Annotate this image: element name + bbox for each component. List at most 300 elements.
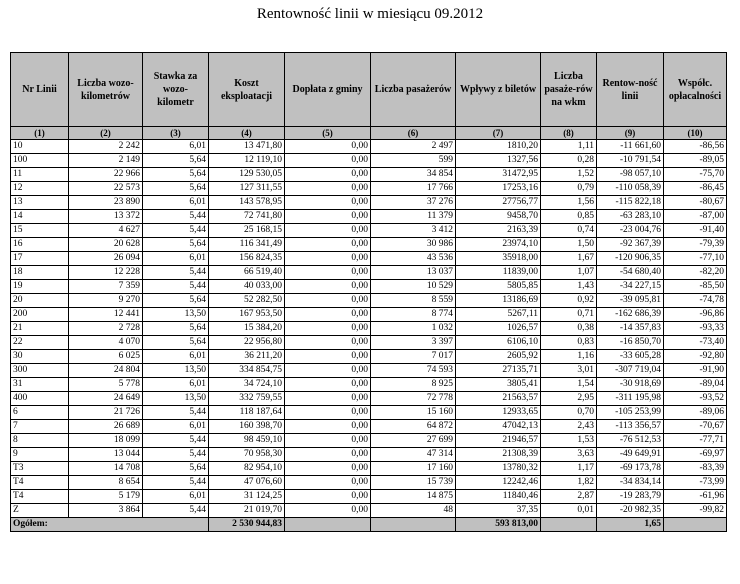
table-cell: 10 529 [371,280,456,294]
table-cell: 1810,20 [456,140,541,154]
table-cell: 14 [11,210,69,224]
table-cell: -113 356,57 [597,420,664,434]
column-header: Koszt eksploatacji [209,53,285,127]
table-cell: 5 179 [69,490,143,504]
table-cell: 11839,00 [456,266,541,280]
table-cell: 36 211,20 [209,350,285,364]
table-cell: 47 314 [371,448,456,462]
table-cell: 1 032 [371,322,456,336]
table-cell: 0,38 [541,322,597,336]
table-cell: 13780,32 [456,462,541,476]
table-row [11,140,727,154]
table-cell: 0,00 [285,434,371,448]
table-cell: -23 004,76 [597,224,664,238]
table-cell: -14 357,83 [597,322,664,336]
table-cell: 5,44 [143,406,209,420]
table-cell: 0,92 [541,294,597,308]
table-cell: -34 834,14 [597,476,664,490]
table-cell: 5,64 [143,238,209,252]
table-cell: 300 [11,364,69,378]
totals-empty [541,518,597,532]
table-cell: 8 774 [371,308,456,322]
table-cell: 3805,41 [456,378,541,392]
table-cell: -77,71 [664,434,727,448]
column-number-row [11,127,727,140]
totals-empty [371,518,456,532]
column-header: Dopłata z gminy [285,53,371,127]
table-cell: -115 822,18 [597,196,664,210]
table-cell: 27 699 [371,434,456,448]
table-cell: 0,00 [285,294,371,308]
table-cell: 11 379 [371,210,456,224]
totals-label: Ogółem: [11,518,209,532]
table-cell: 200 [11,308,69,322]
table-cell: 22 956,80 [209,336,285,350]
table-cell: 9 270 [69,294,143,308]
table-cell: 0,00 [285,420,371,434]
table-cell: 1,17 [541,462,597,476]
table-cell: 5,44 [143,448,209,462]
table-cell: -79,39 [664,238,727,252]
table-cell: Z [11,504,69,518]
table-cell: 6,01 [143,140,209,154]
table-cell: 5,44 [143,210,209,224]
table-row [11,434,727,448]
table-cell: 0,00 [285,322,371,336]
table-cell: 116 341,49 [209,238,285,252]
table-cell: 1,67 [541,252,597,266]
table-cell: 8 925 [371,378,456,392]
table-cell: 13,50 [143,308,209,322]
column-number: (4) [209,127,285,140]
table-cell: 100 [11,154,69,168]
table-cell: 0,00 [285,252,371,266]
page-title: Rentowność linii w miesiącu 09.2012 [256,6,484,22]
table-cell: 3 864 [69,504,143,518]
table-cell: 0,00 [285,168,371,182]
table-cell: 13 037 [371,266,456,280]
table-cell: -73,99 [664,476,727,490]
table-cell: 167 953,50 [209,308,285,322]
table-cell: -69 173,78 [597,462,664,476]
table-cell: 2605,92 [456,350,541,364]
table-cell: 20 628 [69,238,143,252]
table-cell: 6,01 [143,378,209,392]
table-cell: 20 [11,294,69,308]
column-number: (1) [11,127,69,140]
table-cell: -70,67 [664,420,727,434]
table-cell: 72 741,80 [209,210,285,224]
column-number: (10) [664,127,727,140]
column-header: Liczba pasaże-rów na wkm [541,53,597,127]
totals-empty [664,518,727,532]
table-cell: 47042,13 [456,420,541,434]
table-cell: 15 384,20 [209,322,285,336]
table-cell: -63 283,10 [597,210,664,224]
table-cell: 10 [11,140,69,154]
table-cell: 0,28 [541,154,597,168]
table-cell: 40 033,00 [209,280,285,294]
table-cell: 13 471,80 [209,140,285,154]
table-cell: 13,50 [143,364,209,378]
table-row [11,350,727,364]
table-cell: 118 187,64 [209,406,285,420]
column-header: Nr Linii [11,53,69,127]
table-cell: -89,06 [664,406,727,420]
table-cell: 21 726 [69,406,143,420]
table-cell: 13 044 [69,448,143,462]
table-cell: 1,16 [541,350,597,364]
table-cell: 1,53 [541,434,597,448]
table-cell: -11 661,60 [597,140,664,154]
table-cell: 3 412 [371,224,456,238]
table-cell: 5 778 [69,378,143,392]
table-body [11,140,727,518]
table-cell: 47 076,60 [209,476,285,490]
column-header: Współc. opłacalności [664,53,727,127]
table-cell: 15 739 [371,476,456,490]
table-cell: 3,63 [541,448,597,462]
table-cell: 23 890 [69,196,143,210]
table-cell: 0,00 [285,210,371,224]
table-cell: 4 627 [69,224,143,238]
table-row [11,420,727,434]
table-cell: 2 149 [69,154,143,168]
table-cell: -89,05 [664,154,727,168]
table-cell: 0,00 [285,448,371,462]
table-cell: -92 367,39 [597,238,664,252]
table-row [11,336,727,350]
table-cell: 22 966 [69,168,143,182]
table-cell: 6,01 [143,490,209,504]
table-cell: -86,56 [664,140,727,154]
table-cell: 5,64 [143,294,209,308]
table-cell: 0,00 [285,364,371,378]
table-cell: T4 [11,490,69,504]
table-cell: -30 918,69 [597,378,664,392]
table-row [11,210,727,224]
table-cell: -93,33 [664,322,727,336]
table-cell: 332 759,55 [209,392,285,406]
table-cell: 14 708 [69,462,143,476]
table-cell: 0,83 [541,336,597,350]
table-cell: 6 025 [69,350,143,364]
table-cell: 21 [11,322,69,336]
table-row [11,168,727,182]
table-cell: 1,43 [541,280,597,294]
table-cell: -80,67 [664,196,727,210]
table-cell: 14 875 [371,490,456,504]
table-cell: 34 724,10 [209,378,285,392]
table-cell: 0,70 [541,406,597,420]
table-cell: 12 441 [69,308,143,322]
table-cell: 70 958,30 [209,448,285,462]
table-cell: 143 578,95 [209,196,285,210]
table-cell: -89,04 [664,378,727,392]
table-cell: -91,40 [664,224,727,238]
table-cell: 5,44 [143,476,209,490]
table-cell: 0,00 [285,462,371,476]
table-row [11,406,727,420]
table-cell: 0,00 [285,280,371,294]
table-cell: -61,96 [664,490,727,504]
table-cell: 156 824,35 [209,252,285,266]
table-cell: 12 228 [69,266,143,280]
table-cell: 17 766 [371,182,456,196]
table-cell: 21946,57 [456,434,541,448]
table-row [11,224,727,238]
table-cell: 25 168,15 [209,224,285,238]
column-number: (9) [597,127,664,140]
column-header: Rentow-ność linii [597,53,664,127]
table-cell: 18 [11,266,69,280]
table-cell: 8 559 [371,294,456,308]
table-cell: -87,00 [664,210,727,224]
table-cell: 0,00 [285,490,371,504]
totals-row [11,518,727,532]
profitability-table [10,52,727,532]
table-cell: -92,80 [664,350,727,364]
table-cell: 0,00 [285,476,371,490]
table-cell: 5805,85 [456,280,541,294]
table-cell: 27756,77 [456,196,541,210]
table-cell: 0,00 [285,406,371,420]
table-cell: 2 728 [69,322,143,336]
table-cell: 4 070 [69,336,143,350]
table-cell: 5,44 [143,434,209,448]
table-cell: 3 397 [371,336,456,350]
table-cell: 8 [11,434,69,448]
table-cell: 13,50 [143,392,209,406]
table-cell: 22 [11,336,69,350]
table-cell: 334 854,75 [209,364,285,378]
table-cell: 5,44 [143,224,209,238]
table-cell: -83,39 [664,462,727,476]
table-cell: 0,71 [541,308,597,322]
table-row [11,392,727,406]
column-number: (8) [541,127,597,140]
table-cell: 127 311,55 [209,182,285,196]
table-cell: -73,40 [664,336,727,350]
table-cell: 0,00 [285,224,371,238]
table-cell: 12 119,10 [209,154,285,168]
table-cell: 400 [11,392,69,406]
table-cell: -33 605,28 [597,350,664,364]
table-cell: 0,00 [285,308,371,322]
table-cell: 17 160 [371,462,456,476]
table-cell: 0,00 [285,504,371,518]
column-header: Liczba wozo-kilometrów [69,53,143,127]
table-cell: 22 573 [69,182,143,196]
table-cell: 72 778 [371,392,456,406]
table-row [11,462,727,476]
table-cell: -34 227,15 [597,280,664,294]
table-cell: 0,85 [541,210,597,224]
table-cell: 0,00 [285,266,371,280]
table-cell: 64 872 [371,420,456,434]
table-cell: T4 [11,476,69,490]
table-cell: 129 530,05 [209,168,285,182]
table-cell: 12242,46 [456,476,541,490]
table-cell: 15 [11,224,69,238]
table-cell: 0,00 [285,350,371,364]
table-cell: 1,07 [541,266,597,280]
table-cell: 5,64 [143,462,209,476]
table-cell: 5267,11 [456,308,541,322]
table-row [11,294,727,308]
table-cell: 12933,65 [456,406,541,420]
table-cell: 13 372 [69,210,143,224]
table-cell: 0,74 [541,224,597,238]
table-cell: 6,01 [143,252,209,266]
table-cell: -110 058,39 [597,182,664,196]
table-row [11,364,727,378]
table-cell: 21 019,70 [209,504,285,518]
table-cell: 0,00 [285,238,371,252]
table-cell: -93,52 [664,392,727,406]
table-cell: 35918,00 [456,252,541,266]
table-cell: 5,64 [143,168,209,182]
table-cell: -77,10 [664,252,727,266]
table-cell: 0,00 [285,336,371,350]
column-number: (2) [69,127,143,140]
table-cell: 27135,71 [456,364,541,378]
table-cell: 1327,56 [456,154,541,168]
table-cell: 7 017 [371,350,456,364]
table-cell: 98 459,10 [209,434,285,448]
table-cell: 24 649 [69,392,143,406]
table-cell: 74 593 [371,364,456,378]
column-number: (3) [143,127,209,140]
table-cell: -98 057,10 [597,168,664,182]
table-cell: 34 854 [371,168,456,182]
table-cell: 13 [11,196,69,210]
table-cell: -74,78 [664,294,727,308]
column-header: Wpływy z biletów [456,53,541,127]
table-cell: 1,54 [541,378,597,392]
table-cell: -91,90 [664,364,727,378]
table-cell: 2,95 [541,392,597,406]
table-cell: 1,11 [541,140,597,154]
totals-koszt: 2 530 944,83 [209,518,285,532]
table-cell: -76 512,53 [597,434,664,448]
table-cell: -120 906,35 [597,252,664,266]
table-cell: 11 [11,168,69,182]
table-row [11,238,727,252]
table-cell: -39 095,81 [597,294,664,308]
table-cell: 15 160 [371,406,456,420]
table-cell: -20 982,35 [597,504,664,518]
table-cell: 0,00 [285,140,371,154]
table-row [11,280,727,294]
table-cell: 26 094 [69,252,143,266]
table-cell: 160 398,70 [209,420,285,434]
table-cell: 66 519,40 [209,266,285,280]
table-cell: 5,44 [143,266,209,280]
table-cell: 6 [11,406,69,420]
totals-pasazerow-na-wkm: 1,65 [597,518,664,532]
table-cell: 9458,70 [456,210,541,224]
table-cell: 48 [371,504,456,518]
table-cell: 6,01 [143,350,209,364]
column-number: (6) [371,127,456,140]
table-cell: -105 253,99 [597,406,664,420]
table-cell: 17253,16 [456,182,541,196]
column-number: (7) [456,127,541,140]
table-cell: 2163,39 [456,224,541,238]
table-cell: 26 689 [69,420,143,434]
table-cell: T3 [11,462,69,476]
table-cell: 0,79 [541,182,597,196]
table-cell: 6,01 [143,420,209,434]
totals-empty [285,518,371,532]
table-cell: 31 124,25 [209,490,285,504]
table-cell: 2,43 [541,420,597,434]
table-cell: 7 359 [69,280,143,294]
table-cell: 9 [11,448,69,462]
table-cell: -96,86 [664,308,727,322]
table-cell: 8 654 [69,476,143,490]
table-row [11,504,727,518]
table-cell: -85,50 [664,280,727,294]
table-cell: 30 986 [371,238,456,252]
column-header: Stawka za wozo-kilometr [143,53,209,127]
column-header: Liczba pasażerów [371,53,456,127]
table-cell: 17 [11,252,69,266]
table-cell: 37,35 [456,504,541,518]
table-row [11,378,727,392]
table-cell: 2 497 [371,140,456,154]
table-cell: 1,52 [541,168,597,182]
table-cell: -16 850,70 [597,336,664,350]
table-cell: 3,01 [541,364,597,378]
table-cell: 11840,46 [456,490,541,504]
table-row [11,154,727,168]
table-cell: -49 649,91 [597,448,664,462]
table-cell: 31472,95 [456,168,541,182]
header-row [11,53,727,127]
table-cell: 0,00 [285,182,371,196]
table-cell: 5,44 [143,504,209,518]
table-cell: 23974,10 [456,238,541,252]
table-cell: 5,64 [143,336,209,350]
table-row [11,322,727,336]
table-row [11,308,727,322]
table-cell: -307 719,04 [597,364,664,378]
table-cell: 43 536 [371,252,456,266]
table-cell: 5,64 [143,154,209,168]
table-cell: -19 283,79 [597,490,664,504]
table-cell: -82,20 [664,266,727,280]
table-cell: 2,87 [541,490,597,504]
table-cell: 52 282,50 [209,294,285,308]
table-cell: -311 195,98 [597,392,664,406]
table-cell: 13186,69 [456,294,541,308]
table-cell: 6106,10 [456,336,541,350]
table-cell: 30 [11,350,69,364]
table-row [11,182,727,196]
table-cell: 21563,57 [456,392,541,406]
table-cell: -10 791,54 [597,154,664,168]
table-cell: 1026,57 [456,322,541,336]
table-cell: -54 680,40 [597,266,664,280]
table-row [11,252,727,266]
table-cell: 599 [371,154,456,168]
table-cell: 21308,39 [456,448,541,462]
table-row [11,266,727,280]
table-cell: -86,45 [664,182,727,196]
table-row [11,196,727,210]
